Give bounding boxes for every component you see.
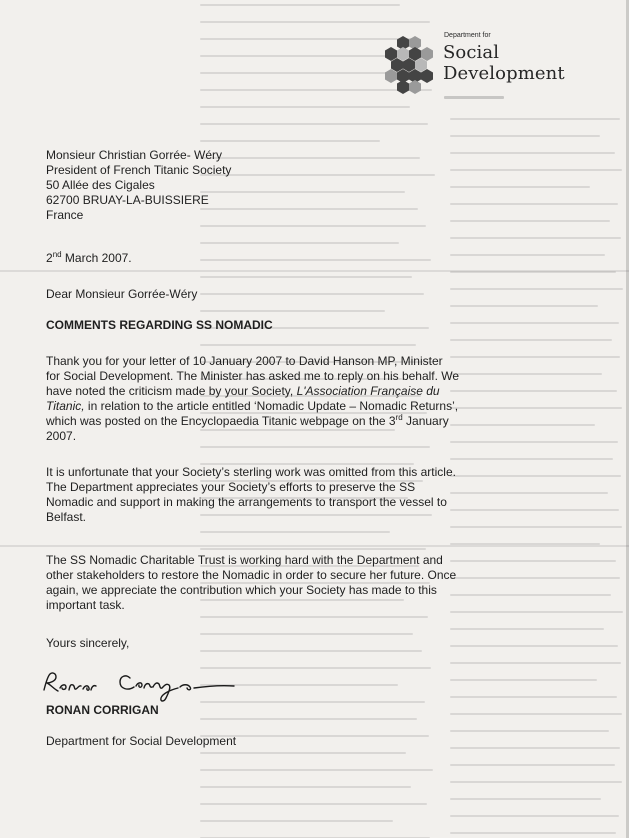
paragraph-2-line: Belfast. xyxy=(46,510,87,524)
recipient-name: Monsieur Christian Gorrée- Wéry xyxy=(46,148,223,162)
date-suffix: nd xyxy=(52,250,62,259)
handwritten-signature-icon xyxy=(38,664,238,706)
society-name-italic: L'Association Française du xyxy=(296,384,440,398)
paragraph-1-line: for Social Development. The Minister has asked me to reply on his behalf. We xyxy=(46,369,460,383)
paragraph-1 xyxy=(46,354,459,444)
paragraph-1-line xyxy=(46,399,459,414)
paragraph-3-line: important task. xyxy=(46,598,125,612)
paragraph-1-line xyxy=(46,414,459,429)
salutation: Dear Monsieur Gorrée-Wéry xyxy=(46,287,198,301)
signer-department: Department for Social Development xyxy=(46,734,237,748)
paragraph-3-line: The SS Nomadic Charitable Trust is working hard with the Department and xyxy=(46,553,443,567)
recipient-country: France xyxy=(46,208,84,222)
paragraph-2 xyxy=(46,465,456,525)
letterhead-name-line1: Social xyxy=(443,42,500,63)
paragraph-1-line: Thank you for your letter of 10 January 2007 to David Hanson MP, Minister xyxy=(46,354,443,368)
letterhead xyxy=(383,30,583,110)
letterhead-name-line2: Development xyxy=(443,63,565,84)
society-name-italic: Titanic, xyxy=(46,399,85,413)
closing: Yours sincerely, xyxy=(46,636,130,650)
letterhead-faint-tagline xyxy=(444,96,504,99)
recipient-city: 62700 BRUAY-LA-BUISSIERE xyxy=(46,193,209,207)
paragraph-3-line: again, we appreciate the contribution which your Society has made to this xyxy=(46,583,437,597)
paragraph-1-text: which was posted on the Encyclopaedia Titanic webpage on the 3 xyxy=(46,414,396,428)
subject-line: COMMENTS REGARDING SS NOMADIC xyxy=(46,318,273,332)
date-day: 2 xyxy=(46,251,53,265)
paper-fold-line xyxy=(0,270,629,272)
paragraph-1-text: in relation to the article entitled ‘Nomadic Update – Nomadic Returns’, xyxy=(84,399,459,413)
paragraph-2-line: It is unfortunate that your Society’s sterling work was omitted from this article. xyxy=(46,465,456,479)
paragraph-1-line xyxy=(46,384,459,399)
hexagon-cluster-logo-icon xyxy=(383,34,437,96)
paragraph-1-text: January xyxy=(402,414,449,428)
recipient-street: 50 Allée des Cigales xyxy=(46,178,155,192)
paragraph-1-line: 2007. xyxy=(46,429,77,443)
paragraph-1-text: have noted the criticism made by your Society, xyxy=(46,384,297,398)
ordinal-suffix: rd xyxy=(395,413,403,422)
recipient-title: President of French Titanic Society xyxy=(46,163,232,177)
letter-date xyxy=(46,251,132,266)
letterhead-small-label: Department for xyxy=(444,32,491,39)
paragraph-3 xyxy=(46,553,456,613)
paragraph-2-line: The Department appreciates your Society’s efforts to preserve the SS xyxy=(46,480,416,494)
paper-fold-line xyxy=(0,545,629,547)
date-rest: March 2007. xyxy=(61,251,132,265)
paragraph-2-line: Nomadic and support in making the arrangements to transport the vessel to xyxy=(46,495,447,509)
recipient-address xyxy=(46,148,231,223)
paragraph-3-line: other stakeholders to restore the Nomadic in order to secure her future. Once xyxy=(46,568,457,582)
signer-name: RONAN CORRIGAN xyxy=(46,703,159,717)
